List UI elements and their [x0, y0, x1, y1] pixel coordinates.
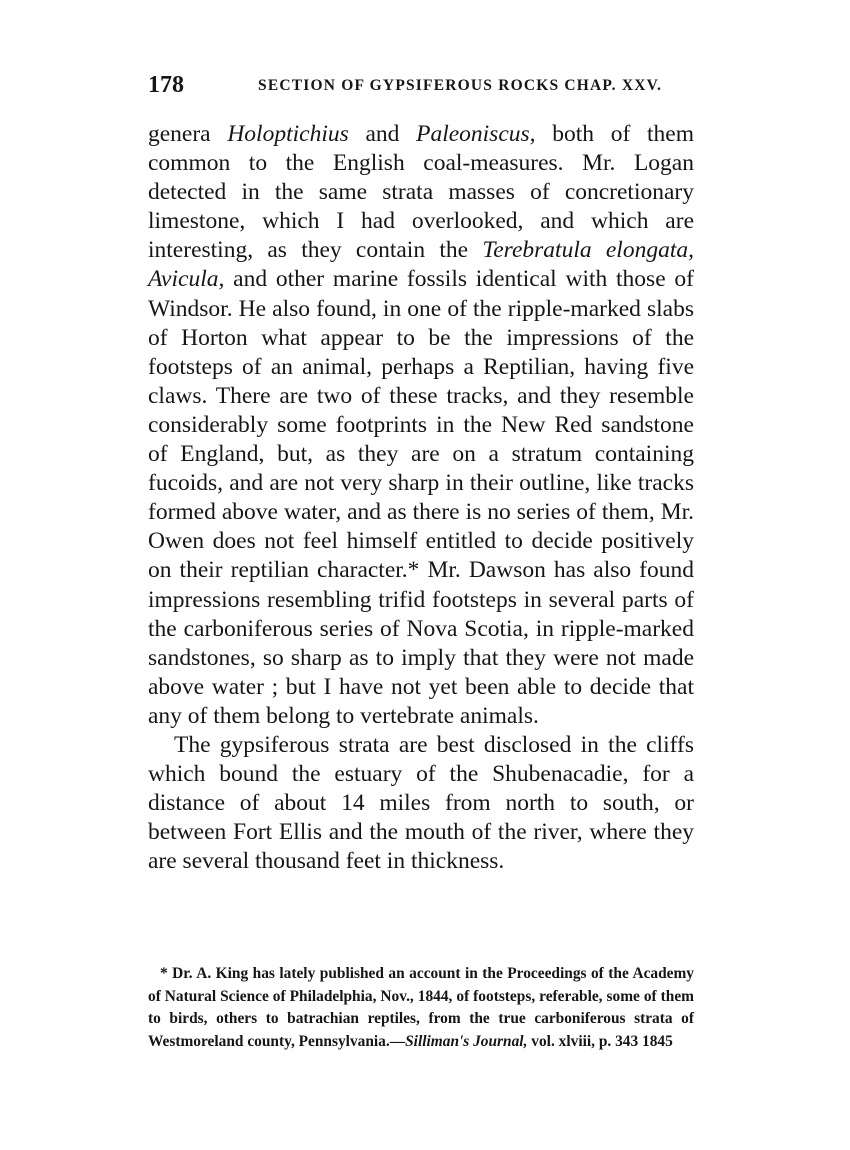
p1-italic-genus-2: Paleoniscus,: [416, 121, 536, 147]
p1-text-2: and: [348, 121, 417, 147]
footnote: [148, 963, 694, 1053]
footnote-text-1: * Dr. A. King has lately published an account in the Proceedings of the Academy of Natural Science of Philadelphia, Nov., 1844, of footsteps, referable, some of them to birds, others to batrachian reptiles, from the true carboniferous strata of Westmoreland county, Pennsylvania.—: [148, 965, 694, 1050]
footnote-italic-journal: Silliman's Journal,: [405, 1032, 528, 1050]
body-text: [148, 120, 694, 876]
paragraph-2: The gypsiferous strata are best disclosed in the cliffs which bound the estuary of the Shubenacadie, for a distance of about 14 miles from north to south, or between Fort Ellis and the mouth of the river, where they are several thousand feet in thickness.: [148, 731, 694, 875]
p1-italic-species: Terebratula elongata, Avicula,: [148, 237, 694, 293]
p1-italic-genus-1: Holoptichius: [227, 121, 349, 147]
p1-text-3: both of them common to the English coal-measures. Mr. Logan detected in the same strata masses of concretionary limestone, which I had overlooked, and which are interesting, as they contain the: [148, 121, 694, 264]
p1-text-1: genera: [148, 121, 228, 147]
page-header: [148, 72, 694, 104]
footnote-text: [148, 963, 694, 1053]
page-number: 178: [148, 72, 184, 98]
paragraph-1: [148, 120, 694, 731]
p1-text-4: and other marine fossils identical with those of Windsor. He also found, in one of the ripple-marked slabs of Horton what appear to be the impressions of the footsteps of an animal, perhaps a Reptilian, having five claws. There are two of these tracks, and they resemble considerably some footprints in the New Red sandstone of England, but, as they are on a stratum containing fucoids, and are not very sharp in their outline, like tracks formed above water, and as there is no series of them, Mr. Owen does not feel himself entitled to decide positively on their reptilian character.* Mr. Dawson has also found impressions resembling trifid footsteps in several parts of the carboniferous series of Nova Scotia, in ripple-marked sandstones, so sharp as to imply that they were not made above water ; but I have not yet been able to decide that any of them belong to vertebrate animals.: [148, 266, 694, 729]
running-head: SECTION OF GYPSIFEROUS ROCKS CHAP. XXV.: [258, 77, 663, 94]
footnote-text-2: vol. xlviii, p. 343 1845: [527, 1032, 673, 1050]
